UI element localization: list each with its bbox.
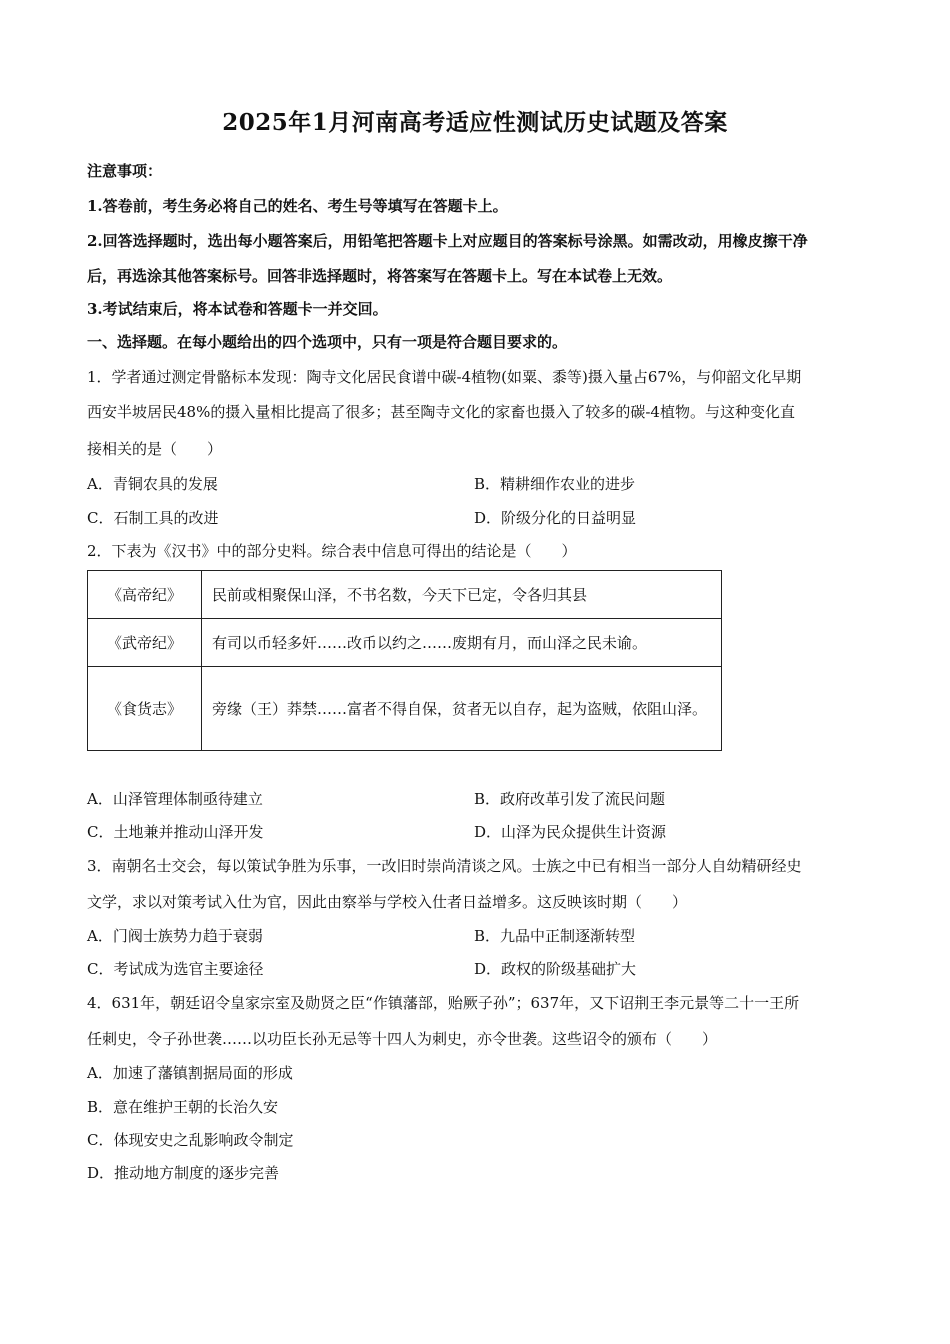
q2-option-d: D．山泽为民众提供生计资源 [474, 823, 667, 841]
q4-option-b: B．意在维护王朝的长治久安 [87, 1098, 279, 1116]
page-title: 2025年1月河南高考适应性测试历史试题及答案 [222, 109, 728, 136]
table-row [88, 571, 722, 619]
notice-item-3: 3.考试结束后，将本试卷和答题卡一并交回。 [87, 300, 388, 318]
q1-stem-line-2: 西安半坡居民48%的摄入量相比提高了很多；甚至陶寺文化的家畜也摄入了较多的碳-4植物。与这种变化直 [87, 403, 795, 421]
table-cell-text: 旁缘（王）莽禁……富者不得自保，贫者无以自存，起为盗贼，依阻山泽。 [202, 667, 722, 751]
q4-option-c: C．体现安史之乱影响政令制定 [87, 1131, 294, 1149]
q3-option-b: B．九品中正制逐渐转型 [474, 927, 636, 945]
q3-option-a: A．门阀士族势力趋于衰弱 [87, 927, 263, 945]
q1-stem-line-1: 1．学者通过测定骨骼标本发现：陶寺文化居民食谱中碳-4植物(如粟、黍等)摄入量占67%，与仰韶文化早期 [87, 368, 802, 386]
notice-item-2-line-2: 后，再选涂其他答案标号。回答非选择题时，将答案写在答题卡上。写在本试卷上无效。 [87, 267, 673, 285]
q2-option-c: C．土地兼并推动山泽开发 [87, 823, 264, 841]
table-row [88, 667, 722, 751]
q4-stem-line-1: 4．631年，朝廷诏令皇家宗室及勋贤之臣“作镇藩部，贻厥子孙”；637年，又下诏荆王李元景等二十一王所 [87, 994, 800, 1012]
table-cell-source: 《食货志》 [88, 667, 202, 751]
table-row [88, 619, 722, 667]
q2-stem: 2．下表为《汉书》中的部分史料。综合表中信息可得出的结论是（ ） [87, 542, 577, 560]
q3-option-d: D．政权的阶级基础扩大 [474, 960, 637, 978]
table-cell-source: 《武帝纪》 [88, 619, 202, 667]
notice-heading: 注意事项： [87, 162, 163, 180]
q1-stem-line-3: 接相关的是（ ） [87, 440, 223, 458]
notice-item-1: 1.答卷前，考生务必将自己的姓名、考生号等填写在答题卡上。 [87, 197, 508, 215]
q4-stem-line-2: 任刺史，令子孙世袭……以功臣长孙无忌等十四人为刺史，亦令世袭。这些诏令的颁布（ ） [87, 1030, 718, 1048]
q3-option-c: C．考试成为选官主要途径 [87, 960, 264, 978]
table-cell-source: 《高帝纪》 [88, 571, 202, 619]
q1-option-b: B．精耕细作农业的进步 [474, 475, 636, 493]
q2-source-table [87, 570, 722, 751]
notice-item-2-line-1: 2.回答选择题时，选出每小题答案后，用铅笔把答题卡上对应题目的答案标号涂黑。如需改动，用橡皮擦干净 [87, 232, 808, 250]
q1-option-d: D．阶级分化的日益明显 [474, 509, 637, 527]
section-heading: 一、选择题。在每小题给出的四个选项中，只有一项是符合题目要求的。 [87, 333, 568, 351]
q1-option-a: A．青铜农具的发展 [87, 475, 218, 493]
q2-option-a: A．山泽管理体制亟待建立 [87, 790, 263, 808]
q3-stem-line-2: 文学，求以对策考试入仕为官，因此由察举与学校入仕者日益增多。这反映该时期（ ） [87, 893, 688, 911]
q3-stem-line-1: 3．南朝名士交会，每以策试争胜为乐事，一改旧时崇尚清谈之风。士族之中已有相当一部分人自幼精研经史 [87, 857, 802, 875]
q1-option-c: C．石制工具的改进 [87, 509, 219, 527]
table-cell-text: 有司以币轻多奸……改币以约之……废期有月，而山泽之民未谕。 [202, 619, 722, 667]
table-cell-text: 民前或相聚保山泽，不书名数，今天下已定，令各归其县 [202, 571, 722, 619]
q4-option-a: A．加速了藩镇割据局面的形成 [87, 1064, 293, 1082]
q2-option-b: B．政府改革引发了流民问题 [474, 790, 666, 808]
q4-option-d: D．推动地方制度的逐步完善 [87, 1164, 280, 1182]
